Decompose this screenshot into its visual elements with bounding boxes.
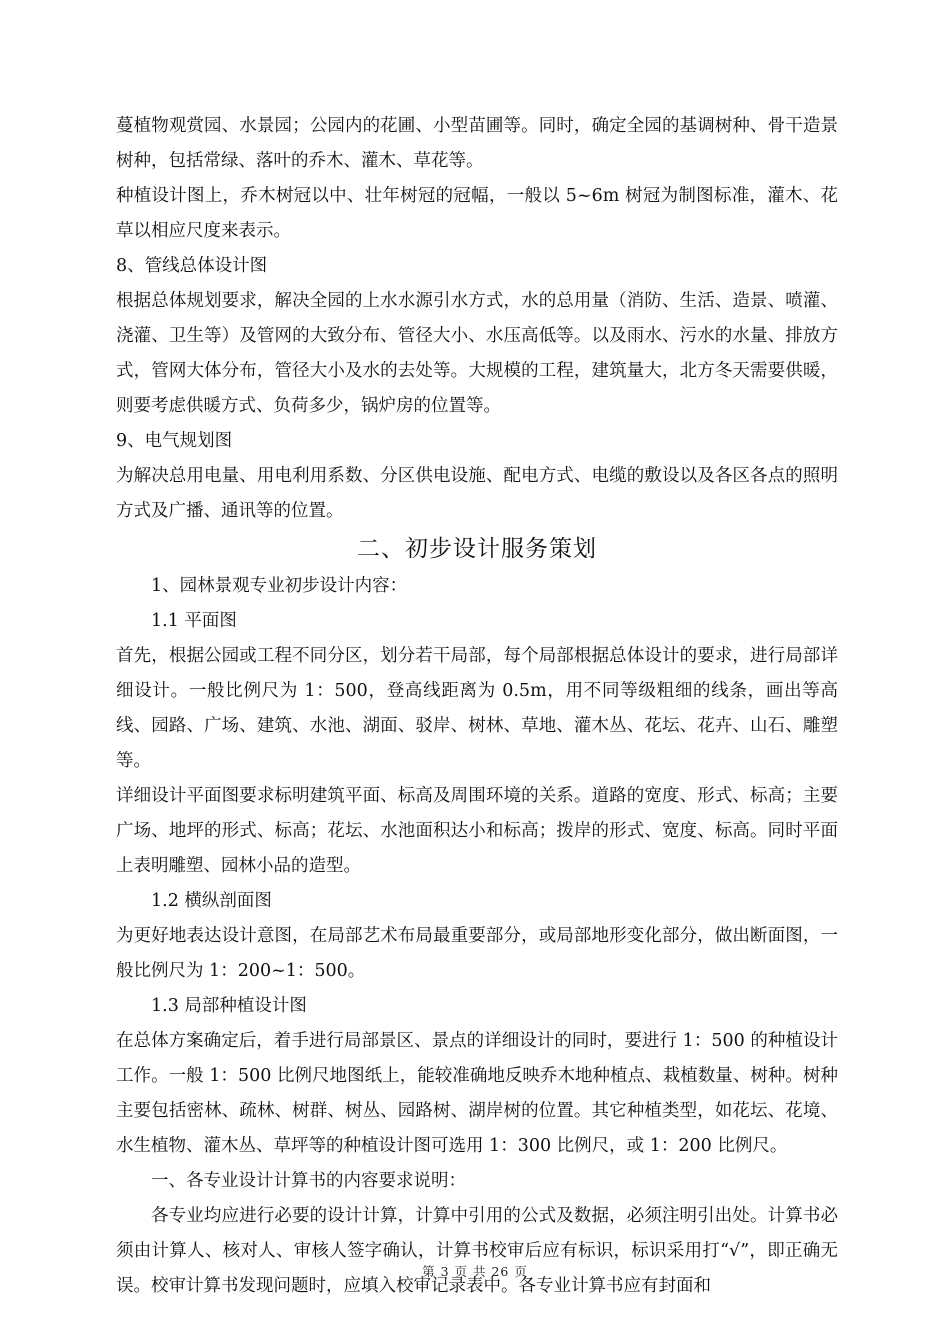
paragraph-local-planting: 在总体方案确定后，着手进行局部景区、景点的详细设计的同时，要进行 1：500 的种植设计工作。一般 1：500 比例尺地图纸上，能较准确地反映乔木地种植点、栽植数量、树种。树种主要包括密林、疏林、树群、树丛、园路树、湖岸树的位置。其它种植类型，如花坛、花境、水生植物、灌木丛、草坪等的种植设计图可选用 1：300 比例尺，或 1：200 比例尺。 [116,1031,838,1156]
item-preliminary-design-content: 1、园林景观专业初步设计内容： [151,576,408,596]
paragraph-detailed-plan: 详细设计平面图要求标明建筑平面、标高及周围环境的关系。道路的宽度、形式、标高；主要广场、地坪的形式、标高；花坛、水池面积达小和标高；拨岸的形式、宽度、标高。同时平面上表明雕塑、园林小品的造型。 [116,786,838,876]
subitem-local-planting: 1.3 局部种植设计图 [151,996,307,1016]
document-body [116,109,838,1304]
section-heading: 二、初步设计服务策划 [357,536,597,562]
paragraph-pipeline-requirements: 根据总体规划要求，解决全园的上水水源引水方式，水的总用量（消防、生活、造景、喷灌、浇灌、卫生等）及管网的大致分布、管径大小、水压高低等。以及雨水、污水的水量、排放方式，管网大体分布，管径大小及水的去处等。大规模的工程，建筑量大，北方冬天需要供暖，则要考虑供暖方式、负荷多少，锅炉房的位置等。 [116,291,838,416]
subitem-plan-view: 1.1 平面图 [151,611,237,631]
paragraph-plan-view: 首先，根据公园或工程不同分区，划分若干局部，每个局部根据总体设计的要求，进行局部详细设计。一般比例尺为 1：500，登高线距离为 0.5m，用不同等级粗细的线条，画出等高线、园路、广场、建筑、水池、湖面、驳岸、树林、草地、灌木丛、花坛、花卉、山石、雕塑等。 [116,646,838,771]
item-calculation-requirements: 一、各专业设计计算书的内容要求说明： [151,1171,466,1191]
page-number-footer: 第 3 页 共 26 页 [422,1264,528,1279]
subitem-sections: 1.2 横纵剖面图 [151,891,272,911]
item-electrical-plan: 9、电气规划图 [116,431,233,451]
item-pipeline-design: 8、管线总体设计图 [116,256,268,276]
paragraph-sections: 为更好地表达设计意图，在局部艺术布局最重要部分，或局部地形变化部分，做出断面图，一般比例尺为 1：200~1：500。 [116,926,838,981]
paragraph-landscape-gardens: 蔓植物观赏园、水景园；公园内的花圃、小型苗圃等。同时，确定全园的基调树种、骨干造景树种，包括常绿、落叶的乔木、灌木、草花等。 [116,116,838,171]
paragraph-electrical-requirements: 为解决总用电量、用电利用系数、分区供电设施、配电方式、电缆的敷设以及各区各点的照明方式及广播、通讯等的位置。 [116,466,838,521]
paragraph-planting-design: 种植设计图上，乔木树冠以中、壮年树冠的冠幅，一般以 5~6m 树冠为制图标准，灌木、花草以相应尺度来表示。 [116,186,838,241]
paragraph-calculation-requirements: 各专业均应进行必要的设计计算，计算中引用的公式及数据，必须注明引出处。计算书必须由计算人、核对人、审核人签字确认，计算书校审后应有标识，标识采用打“√”，即正确无误。校审计算书发现问题时，应填入校审记录表中。各专业计算书应有封面和 [116,1206,838,1296]
